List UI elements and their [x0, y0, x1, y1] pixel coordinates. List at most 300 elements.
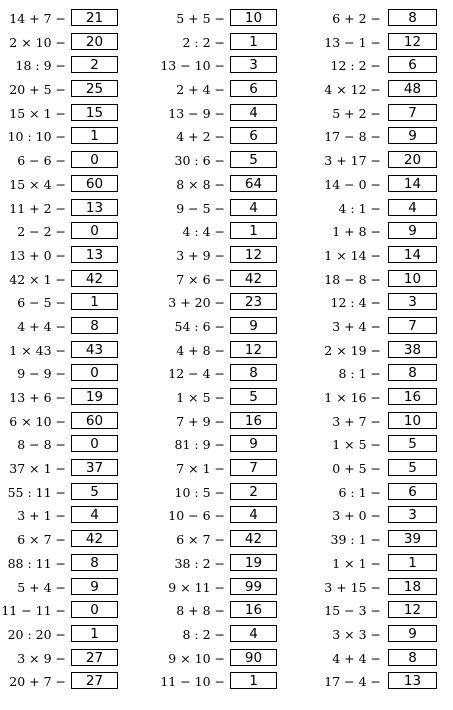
- answer-value: 6: [249, 128, 258, 145]
- problem-expression: 11 + 2 −: [9, 200, 66, 216]
- answer-box: [388, 199, 437, 216]
- answer-value: 12: [244, 341, 263, 358]
- answer-value: 9: [249, 317, 258, 334]
- answer-value: 27: [85, 673, 104, 690]
- problem-row: [302, 103, 452, 127]
- answer-box: [230, 554, 277, 571]
- answer-box: [230, 601, 277, 618]
- answer-box: [230, 80, 277, 97]
- answer-box: [71, 649, 118, 666]
- problem-expression: 3 + 4 −: [332, 318, 381, 334]
- problem-row: [302, 292, 452, 316]
- column-2: [150, 8, 300, 695]
- answer-box: [230, 530, 277, 547]
- answer-value: 13: [85, 246, 104, 263]
- answer-value: 4: [90, 507, 99, 524]
- problem-row: [302, 577, 452, 601]
- answer-value: 3: [249, 57, 258, 74]
- problem-expression: 3 × 9 −: [17, 650, 66, 666]
- problem-expression: 15 − 3 −: [324, 603, 381, 619]
- answer-value: 19: [244, 554, 263, 571]
- problem-expression: 3 + 9 −: [176, 247, 225, 263]
- problem-row: [302, 221, 452, 245]
- problem-expression: 3 + 1 −: [17, 508, 66, 524]
- answer-box: [230, 672, 277, 689]
- answer-box: [71, 530, 118, 547]
- answer-box: [230, 483, 277, 500]
- problem-row: [150, 55, 300, 79]
- answer-value: 16: [244, 412, 263, 429]
- answer-box: [388, 506, 437, 523]
- answer-value: 3: [408, 294, 417, 311]
- answer-box: [388, 388, 437, 405]
- answer-value: 21: [85, 10, 104, 26]
- problem-row: [150, 600, 300, 624]
- answer-value: 9: [408, 625, 417, 642]
- problem-row: [302, 671, 452, 695]
- answer-value: 14: [403, 175, 422, 192]
- problem-expression: 1 × 5 −: [332, 437, 381, 453]
- answer-value: 9: [408, 223, 417, 240]
- problem-row: [0, 363, 150, 387]
- answer-value: 42: [85, 270, 104, 287]
- problem-expression: 7 × 6 −: [176, 271, 225, 287]
- answer-value: 37: [85, 460, 104, 477]
- problem-row: [150, 79, 300, 103]
- problem-expression: 4 + 4 −: [17, 318, 66, 334]
- problem-row: [302, 126, 452, 150]
- answer-value: 6: [249, 81, 258, 98]
- answer-box: [230, 33, 277, 50]
- answer-box: [230, 293, 277, 310]
- problem-row: [0, 316, 150, 340]
- problem-expression: 4 × 12 −: [324, 82, 381, 98]
- problem-row: [0, 624, 150, 648]
- answer-value: 8: [90, 317, 99, 334]
- answer-box: [71, 175, 118, 192]
- answer-box: [230, 151, 277, 168]
- answer-box: [388, 246, 437, 263]
- answer-value: 12: [403, 33, 422, 50]
- answer-box: [71, 578, 118, 595]
- problem-row: [302, 624, 452, 648]
- problem-expression: 2 + 4 −: [176, 82, 225, 98]
- answer-value: 8: [90, 554, 99, 571]
- column-3: [302, 8, 452, 695]
- answer-value: 20: [85, 33, 104, 50]
- problem-row: [0, 79, 150, 103]
- problem-row: [150, 671, 300, 695]
- problem-expression: 6 × 7 −: [176, 532, 225, 548]
- answer-box: [388, 601, 437, 618]
- problem-expression: 8 × 8 −: [176, 176, 225, 192]
- problem-row: [150, 648, 300, 672]
- problem-expression: 13 − 10 −: [160, 58, 225, 74]
- answer-box: [230, 56, 277, 73]
- problem-expression: 4 + 4 −: [332, 650, 381, 666]
- problem-row: [302, 363, 452, 387]
- problem-expression: 17 − 8 −: [324, 129, 381, 145]
- problem-expression: 1 × 16 −: [324, 390, 381, 405]
- answer-box: [230, 175, 277, 192]
- problem-row: [302, 269, 452, 293]
- answer-value: 25: [85, 81, 104, 98]
- answer-value: 5: [408, 436, 417, 453]
- problem-expression: 38 : 2 −: [174, 555, 225, 571]
- answer-value: 2: [90, 57, 99, 74]
- problem-row: [0, 553, 150, 577]
- problem-row: [0, 482, 150, 506]
- answer-box: [388, 625, 437, 642]
- answer-box: [230, 270, 277, 287]
- problem-row: [150, 340, 300, 364]
- problem-row: [150, 316, 300, 340]
- problem-expression: 18 : 9 −: [15, 58, 66, 74]
- problem-row: [302, 316, 452, 340]
- answer-value: 4: [249, 625, 258, 642]
- answer-box: [388, 435, 437, 452]
- answer-value: 4: [249, 199, 258, 216]
- answer-value: 90: [244, 649, 263, 666]
- problem-expression: 6 + 2 −: [332, 11, 381, 26]
- problem-row: [150, 221, 300, 245]
- answer-box: [230, 222, 277, 239]
- answer-value: 2: [249, 483, 258, 500]
- problem-row: [0, 458, 150, 482]
- answer-box: [230, 246, 277, 263]
- problem-expression: 9 − 9 −: [17, 366, 66, 382]
- problem-expression: 8 : 2 −: [182, 626, 225, 642]
- answer-box: [388, 104, 437, 121]
- problem-row: [0, 150, 150, 174]
- answer-box: [71, 222, 118, 239]
- answer-value: 1: [249, 223, 258, 240]
- answer-value: 5: [249, 389, 258, 405]
- answer-value: 12: [403, 602, 422, 619]
- answer-value: 6: [408, 57, 417, 74]
- problem-row: [0, 340, 150, 364]
- answer-value: 42: [244, 270, 263, 287]
- answer-box: [71, 56, 118, 73]
- answer-box: [230, 625, 277, 642]
- answer-box: [71, 459, 118, 476]
- problem-expression: 9 × 11 −: [168, 579, 225, 595]
- answer-box: [388, 127, 437, 144]
- problem-expression: 6 × 10 −: [9, 413, 66, 429]
- problem-row: [150, 624, 300, 648]
- answer-box: [71, 364, 118, 381]
- answer-value: 0: [90, 602, 99, 619]
- answer-box: [71, 601, 118, 618]
- answer-box: [230, 104, 277, 121]
- answer-value: 7: [408, 317, 417, 334]
- problem-row: [302, 648, 452, 672]
- problem-expression: 15 × 4 −: [9, 176, 66, 192]
- problem-row: [302, 245, 452, 269]
- answer-box: [230, 199, 277, 216]
- problem-expression: 5 + 5 −: [176, 11, 225, 26]
- problem-row: [302, 387, 452, 411]
- problem-expression: 11 − 11 −: [1, 603, 66, 619]
- problem-row: [150, 174, 300, 198]
- problem-row: [302, 198, 452, 222]
- answer-box: [230, 578, 277, 595]
- answer-value: 42: [85, 531, 104, 548]
- problem-expression: 0 + 5 −: [332, 461, 381, 477]
- answer-value: 5: [90, 483, 99, 500]
- problem-expression: 13 − 1 −: [324, 34, 381, 50]
- problem-expression: 9 − 5 −: [176, 200, 225, 216]
- problem-expression: 3 + 7 −: [332, 413, 381, 429]
- answer-value: 20: [403, 152, 422, 169]
- answer-value: 13: [403, 673, 422, 690]
- problem-expression: 37 × 1 −: [9, 461, 66, 477]
- answer-value: 16: [403, 389, 422, 405]
- answer-value: 4: [249, 104, 258, 121]
- answer-box: [388, 175, 437, 192]
- answer-box: [230, 506, 277, 523]
- answer-value: 14: [403, 246, 422, 263]
- answer-value: 1: [249, 33, 258, 50]
- answer-value: 1: [408, 554, 417, 571]
- answer-value: 9: [249, 436, 258, 453]
- answer-value: 3: [408, 507, 417, 524]
- answer-box: [388, 56, 437, 73]
- problem-row: [0, 269, 150, 293]
- answer-value: 5: [249, 152, 258, 169]
- answer-box: [388, 270, 437, 287]
- answer-box: [71, 317, 118, 334]
- answer-value: 9: [408, 128, 417, 145]
- problem-expression: 4 + 2 −: [176, 129, 225, 145]
- answer-value: 6: [408, 483, 417, 500]
- problem-row: [302, 553, 452, 577]
- answer-value: 13: [85, 199, 104, 216]
- problem-row: [302, 434, 452, 458]
- problem-row: [0, 55, 150, 79]
- answer-box: [388, 151, 437, 168]
- answer-box: [388, 649, 437, 666]
- problem-expression: 5 + 2 −: [332, 105, 381, 121]
- problem-row: [302, 32, 452, 56]
- answer-value: 0: [90, 365, 99, 382]
- problem-expression: 3 + 17 −: [324, 153, 381, 169]
- problem-expression: 13 − 9 −: [168, 105, 225, 121]
- problem-expression: 7 + 9 −: [176, 413, 225, 429]
- problem-expression: 11 − 10 −: [160, 674, 225, 690]
- problem-row: [150, 32, 300, 56]
- answer-box: [71, 246, 118, 263]
- problem-expression: 1 × 14 −: [324, 247, 381, 263]
- problem-row: [150, 292, 300, 316]
- problem-row: [150, 126, 300, 150]
- problem-row: [0, 245, 150, 269]
- answer-value: 0: [90, 152, 99, 169]
- problem-expression: 10 : 5 −: [174, 484, 225, 500]
- problem-expression: 6 × 7 −: [17, 532, 66, 548]
- answer-box: [230, 412, 277, 429]
- answer-box: [71, 672, 118, 689]
- answer-box: [71, 625, 118, 642]
- problem-row: [0, 600, 150, 624]
- problem-expression: 30 : 6 −: [174, 153, 225, 169]
- answer-value: 15: [85, 104, 104, 121]
- answer-box: [388, 317, 437, 334]
- problem-expression: 8 : 1 −: [338, 366, 381, 382]
- answer-box: [388, 554, 437, 571]
- problem-row: [150, 269, 300, 293]
- answer-value: 43: [85, 341, 104, 358]
- problem-row: [150, 198, 300, 222]
- answer-box: [71, 293, 118, 310]
- problem-expression: 55 : 11 −: [7, 484, 66, 500]
- answer-value: 1: [249, 673, 258, 690]
- problem-expression: 6 − 6 −: [17, 153, 66, 169]
- problem-expression: 1 × 1 −: [332, 555, 381, 571]
- answer-box: [388, 293, 437, 310]
- problem-row: [302, 79, 452, 103]
- problem-expression: 20 : 20 −: [7, 626, 66, 642]
- problem-expression: 8 − 8 −: [17, 437, 66, 453]
- answer-value: 0: [90, 223, 99, 240]
- problem-expression: 4 : 4 −: [182, 224, 225, 240]
- problem-row: [0, 529, 150, 553]
- problem-expression: 13 + 0 −: [9, 247, 66, 263]
- problem-expression: 7 × 1 −: [176, 461, 225, 477]
- answer-box: [71, 104, 118, 121]
- problem-row: [0, 198, 150, 222]
- answer-value: 99: [244, 578, 263, 595]
- answer-box: [230, 127, 277, 144]
- answer-box: [71, 483, 118, 500]
- problem-expression: 12 − 4 −: [168, 366, 225, 382]
- problem-expression: 1 + 8 −: [332, 224, 381, 240]
- problem-row: [0, 126, 150, 150]
- problem-expression: 5 + 4 −: [17, 579, 66, 595]
- answer-box: [230, 341, 277, 358]
- answer-value: 7: [249, 460, 258, 477]
- answer-value: 18: [403, 578, 422, 595]
- problem-expression: 15 × 1 −: [9, 105, 66, 121]
- answer-value: 42: [244, 531, 263, 548]
- problem-expression: 8 + 8 −: [176, 603, 225, 619]
- answer-box: [388, 412, 437, 429]
- problem-row: [150, 245, 300, 269]
- answer-box: [230, 388, 277, 405]
- problem-row: [150, 103, 300, 127]
- problem-row: [0, 671, 150, 695]
- answer-box: [388, 578, 437, 595]
- answer-value: 39: [403, 531, 422, 548]
- answer-value: 10: [403, 270, 422, 287]
- answer-box: [230, 459, 277, 476]
- answer-box: [388, 9, 437, 26]
- answer-box: [71, 270, 118, 287]
- answer-box: [71, 435, 118, 452]
- problem-row: [0, 174, 150, 198]
- problem-row: [302, 482, 452, 506]
- answer-value: 8: [408, 365, 417, 382]
- answer-value: 64: [244, 175, 263, 192]
- problem-expression: 20 + 7 −: [9, 674, 66, 690]
- problem-expression: 2 × 19 −: [324, 342, 381, 358]
- problem-expression: 17 − 4 −: [324, 674, 381, 690]
- problem-expression: 1 × 5 −: [176, 390, 225, 405]
- problem-row: [0, 103, 150, 127]
- problem-row: [150, 411, 300, 435]
- column-1: [0, 8, 150, 695]
- answer-value: 1: [90, 294, 99, 311]
- answer-box: [388, 341, 437, 358]
- answer-value: 9: [90, 578, 99, 595]
- answer-box: [230, 9, 277, 26]
- answer-value: 12: [244, 246, 263, 263]
- answer-box: [388, 483, 437, 500]
- answer-box: [71, 199, 118, 216]
- problem-row: [0, 387, 150, 411]
- problem-row: [150, 529, 300, 553]
- answer-box: [230, 649, 277, 666]
- problem-expression: 3 + 20 −: [168, 295, 225, 311]
- problem-expression: 4 : 1 −: [338, 200, 381, 216]
- answer-value: 0: [90, 436, 99, 453]
- problem-expression: 4 + 8 −: [176, 342, 225, 358]
- answer-box: [230, 317, 277, 334]
- problem-expression: 54 : 6 −: [174, 318, 225, 334]
- answer-box: [71, 506, 118, 523]
- answer-value: 10: [403, 412, 422, 429]
- problem-row: [302, 529, 452, 553]
- problem-row: [302, 411, 452, 435]
- answer-box: [71, 151, 118, 168]
- problem-expression: 18 − 8 −: [324, 271, 381, 287]
- answer-value: 4: [408, 199, 417, 216]
- problem-expression: 2 − 2 −: [17, 224, 66, 240]
- problem-row: [150, 458, 300, 482]
- problem-row: [302, 340, 452, 364]
- answer-value: 10: [244, 10, 263, 26]
- problem-expression: 9 × 10 −: [168, 650, 225, 666]
- problem-expression: 14 + 7 −: [9, 11, 66, 26]
- problem-expression: 2 × 10 −: [9, 34, 66, 50]
- answer-box: [388, 459, 437, 476]
- answer-box: [71, 412, 118, 429]
- answer-value: 60: [85, 175, 104, 192]
- answer-value: 8: [249, 365, 258, 382]
- answer-value: 60: [85, 412, 104, 429]
- answer-value: 7: [408, 104, 417, 121]
- problem-row: [302, 55, 452, 79]
- answer-box: [388, 80, 437, 97]
- problem-row: [150, 363, 300, 387]
- answer-box: [388, 364, 437, 381]
- problem-expression: 13 + 6 −: [9, 390, 66, 405]
- problem-row: [0, 8, 150, 32]
- problem-row: [150, 553, 300, 577]
- problem-row: [150, 434, 300, 458]
- problem-expression: 81 : 9 −: [174, 437, 225, 453]
- problem-row: [0, 505, 150, 529]
- problem-row: [0, 434, 150, 458]
- answer-box: [71, 388, 118, 405]
- answer-box: [388, 222, 437, 239]
- answer-box: [71, 9, 118, 26]
- problem-row: [150, 482, 300, 506]
- problem-expression: 3 + 0 −: [332, 508, 381, 524]
- problem-row: [150, 150, 300, 174]
- problem-expression: 10 − 6 −: [168, 508, 225, 524]
- problem-row: [150, 387, 300, 411]
